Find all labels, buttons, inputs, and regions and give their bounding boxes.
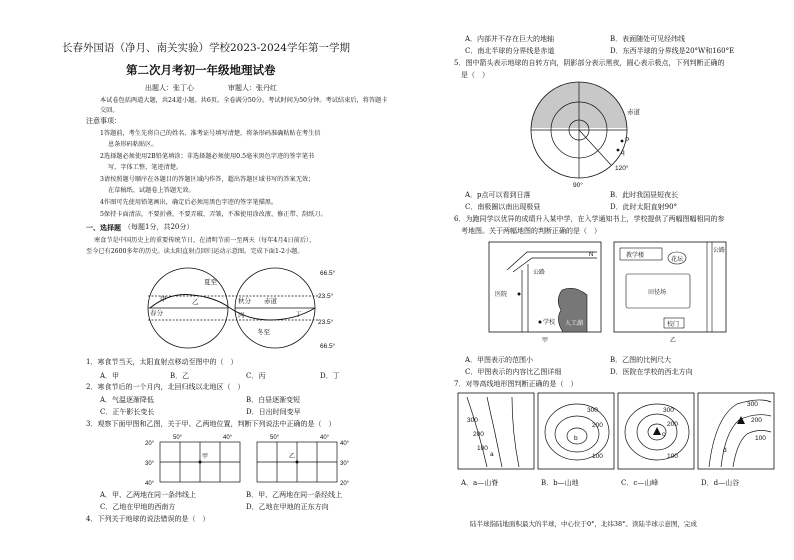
sun-migration-figure — [140, 262, 340, 354]
q4-option: B．表面随处可见经纬线 — [610, 35, 686, 43]
note-line: 3请按照题号顺序在各题目的答题区域内作答，超出答题区域书写的答案无效； — [100, 176, 315, 183]
label-chunfen: 春分 — [150, 310, 163, 317]
q4-option: A．内部并不存在巨大的地轴 — [465, 35, 555, 43]
svg-text:120°: 120° — [615, 165, 629, 172]
q5-stem: 是（ ） — [461, 71, 489, 79]
svg-text:q: q — [621, 149, 625, 156]
q2-option: B．白昼逐渐变短 — [246, 396, 301, 404]
svg-text:甲: 甲 — [542, 338, 549, 344]
q1-option: D．丁 — [320, 372, 340, 380]
label-lat-235s: 23.5° — [318, 319, 334, 326]
note-line: 5保持卡面清洁，不要折叠，不要弄破、弄皱，不准使用涂改液、修正带、刮纸刀。 — [100, 211, 327, 218]
svg-text:学校: 学校 — [543, 320, 556, 326]
grid-jia — [140, 430, 250, 490]
svg-text:c: c — [662, 431, 666, 438]
note-line: 2选择题必须使用2B铅笔填涂；非选择题必须使用0.5毫米黑色字迹的签字笔书 — [100, 153, 315, 160]
q6-option: B．乙图的比例尺大 — [610, 356, 672, 364]
label-lat-235n: 23.5° — [318, 293, 334, 300]
note-line: 在草稿纸、试题卷上答题无效。 — [108, 187, 195, 194]
grid-yi — [245, 430, 355, 490]
map-yi — [612, 240, 732, 345]
q3-option: A．甲、乙两地在同一条纬线上 — [100, 491, 197, 499]
q4-stem: 4．下列关于地球的说法错误的是（ ） — [86, 515, 210, 523]
note-line: 4作图可先使用铅笔画出，确定后必须用黑色字迹的签字笔描黑。 — [100, 199, 278, 206]
svg-text:教学楼: 教学楼 — [626, 253, 645, 259]
q1-stem: 1．寒食节当天，太阳直射点移动至图中的（ ） — [86, 358, 238, 366]
map-jia — [487, 240, 607, 345]
svg-text:20°: 20° — [340, 481, 350, 487]
q5-stem: 5．图中箭头表示地球的自转方向，阴影部分表示黑夜，圆心表示极点，下列判断正确的 — [454, 59, 725, 67]
svg-text:90°: 90° — [573, 182, 583, 189]
right-column — [397, 0, 794, 560]
section-title: 一、选择题 — [86, 223, 121, 232]
q7-stem: 7．对等高线地形图判断正确的是（ ） — [454, 380, 578, 388]
svg-text:田径场: 田径场 — [648, 290, 667, 296]
q2-option: D．日出时间变早 — [246, 408, 301, 416]
label-yi: 乙 — [192, 299, 199, 306]
q3-stem: 3．观察下面甲图和乙图，关于甲、乙两地位置，判断下列说法中正确的是（ ） — [86, 420, 336, 428]
q1-option: B．乙 — [170, 372, 190, 380]
svg-text:公路: 公路 — [533, 270, 546, 276]
label-xiazhi: 夏至 — [204, 279, 217, 286]
q6-option: D．医院在学校的西北方向 — [610, 368, 693, 376]
svg-text:人工湖: 人工湖 — [565, 321, 584, 327]
svg-text:200: 200 — [473, 431, 484, 438]
svg-text:300: 300 — [587, 407, 598, 414]
q4-option: C．南北半球的分界线是赤道 — [465, 47, 555, 55]
note-line: 写，字体工整、笔迹清楚。 — [108, 164, 183, 171]
q2-option: C．正午影长变长 — [100, 408, 155, 416]
exam-title: 第二次月考初一年级地理试卷 — [126, 63, 276, 77]
q7-option: A．a—山脊 — [461, 479, 499, 487]
svg-text:40°: 40° — [145, 481, 155, 487]
stem-line: 至今已有2600多年的历史。读太阳直射点回归运动示意图。完成下面1-2小题。 — [86, 248, 304, 255]
q1-option: C．丙 — [246, 372, 266, 380]
svg-text:a: a — [490, 451, 494, 458]
svg-text:200: 200 — [592, 422, 603, 429]
q4-option: D．东西半球的分界线是20°W和160°E — [610, 47, 735, 55]
q3-option: B．甲、乙两地在同一条经线上 — [246, 491, 343, 499]
svg-text:200: 200 — [667, 421, 678, 428]
contour-a — [457, 392, 537, 472]
q2-option: A．气温逐渐降低 — [100, 396, 155, 404]
svg-text:300: 300 — [663, 407, 674, 414]
svg-text:40°: 40° — [223, 435, 233, 441]
intro-text: 本试卷包括两道大题，共24道小题。共6页。全卷满分50分。考试时间为50分钟。考试结束后，将答题卡交回。 — [100, 97, 388, 114]
svg-text:300: 300 — [467, 417, 478, 424]
label-jia: 甲 — [160, 296, 167, 303]
svg-text:d: d — [723, 447, 727, 454]
label-lat-bottom: 66.5° — [320, 343, 336, 350]
svg-text:医院: 医院 — [495, 292, 508, 298]
label-ding: 丁 — [295, 311, 302, 318]
contour-d — [697, 392, 777, 472]
svg-text:200: 200 — [751, 417, 762, 424]
q6-stem: 6．为跑同学以优异的成绩升入某中学，在入学通知书上，学校提供了两幅图幅相同的参 — [454, 215, 725, 223]
svg-text:100: 100 — [755, 435, 766, 442]
q6-option: C．甲图表示的内容比乙图详细 — [465, 368, 562, 376]
svg-text:50°: 50° — [270, 435, 280, 441]
svg-text:50°: 50° — [173, 435, 183, 441]
q7-option: D．d—山谷 — [701, 479, 740, 487]
notes-title: 注意事项： — [86, 117, 121, 125]
svg-text:校门: 校门 — [667, 322, 680, 328]
q3-option: D．乙地在甲地的正东方向 — [246, 503, 329, 511]
svg-text:40°: 40° — [320, 435, 330, 441]
polar-figure — [515, 80, 665, 190]
svg-text:花坛: 花坛 — [671, 257, 684, 263]
note-line: 息条形码粘贴区。 — [108, 141, 158, 148]
svg-text:N: N — [589, 252, 594, 258]
svg-text:100: 100 — [477, 445, 488, 452]
author: 出题人：张丁心 — [145, 84, 194, 92]
q7-option: C．c—山峰 — [621, 479, 659, 487]
q6-stem: 考地图。关于两幅地图的判断正确的是（ ） — [461, 227, 601, 235]
svg-text:30°: 30° — [145, 461, 155, 467]
contour-c — [617, 392, 697, 472]
note-line: 1答题前，考生先将自己的姓名、准考证号填写清楚，将条形码准确粘贴在考生信 — [100, 130, 321, 137]
section-meta: （每题1分，共20分） — [124, 223, 194, 231]
svg-text:乙: 乙 — [670, 338, 677, 344]
label-qiufen: 秋分 — [238, 298, 251, 305]
svg-text:20°: 20° — [145, 441, 155, 447]
label-chidao: 赤道 — [264, 298, 277, 305]
label-lat-top: 66.5° — [320, 270, 336, 277]
svg-text:甲: 甲 — [202, 454, 209, 460]
q6-option: A．甲图表示的范围小 — [465, 356, 534, 364]
q2-stem: 2．寒食节后的一个月内，北回归线以北地区（ ） — [86, 383, 245, 391]
q7-option: B．b—山地 — [541, 479, 579, 487]
stem-line: 寒食节是中国历史上的重要传统节日，在清明节前一至两天（每年4月4日前后）， — [94, 237, 316, 244]
svg-text:b: b — [574, 435, 578, 442]
q5-option: D．此时太阳直射90° — [610, 203, 678, 211]
q5-option: C．南极圈以南出现极昼 — [465, 203, 541, 211]
label-bing: 丙 — [238, 312, 245, 319]
svg-text:公路: 公路 — [713, 248, 726, 254]
contour-b — [537, 392, 617, 472]
q5-option: A．p点可以看到日落 — [465, 191, 531, 199]
footnote: 陆半球指陆地面积最大的半球，中心位于0°，北纬38°。读陆半球示意图，完成 — [470, 520, 697, 528]
school-title: 长春外国语（净月、南关实验）学校2023-2024学年第一学期 — [62, 42, 350, 54]
svg-text:100: 100 — [592, 453, 603, 460]
svg-text:300: 300 — [747, 401, 758, 408]
svg-text:赤道: 赤道 — [627, 109, 640, 116]
svg-text:P: P — [625, 137, 630, 144]
svg-text:30°: 30° — [340, 461, 350, 467]
q5-option: B．此时我国昼短夜长 — [610, 191, 679, 199]
label-dongzhi: 冬至 — [257, 329, 270, 336]
svg-text:40°: 40° — [340, 441, 350, 447]
svg-text:乙: 乙 — [289, 454, 296, 460]
q1-option: A．甲 — [100, 372, 120, 380]
reviewer: 审题人：张丹红 — [228, 84, 277, 92]
svg-text:100: 100 — [667, 453, 678, 460]
q3-option: C．乙地在甲地的西南方 — [100, 503, 176, 511]
